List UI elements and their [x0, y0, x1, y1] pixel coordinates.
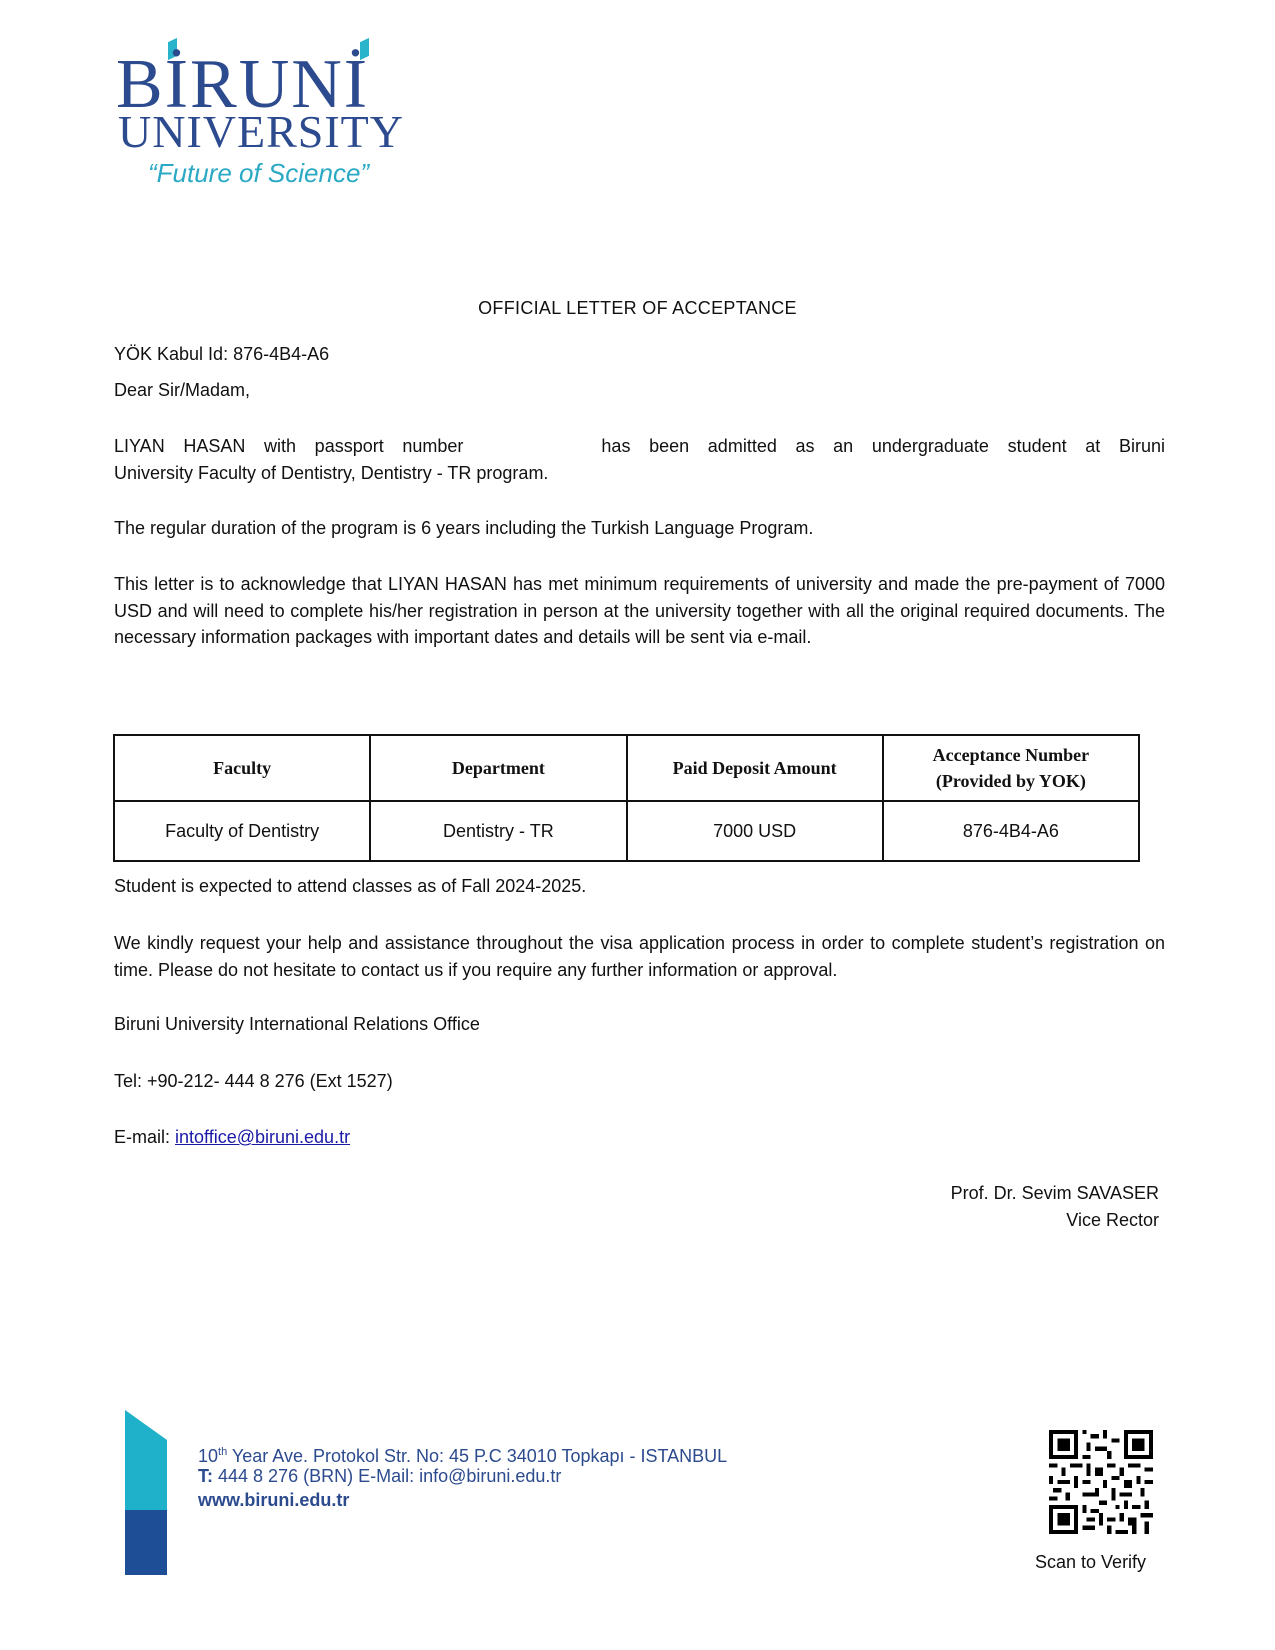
- table-row: [114, 801, 1139, 861]
- office-name: Biruni University International Relations Office: [114, 1014, 480, 1034]
- university-logo: [116, 36, 416, 196]
- logo-name: BİRUNİ: [116, 46, 370, 123]
- office-email-link[interactable]: intoffice@biruni.edu.tr: [175, 1127, 351, 1147]
- footer-phone-label: T:: [198, 1466, 213, 1486]
- letter-title: OFFICIAL LETTER OF ACCEPTANCE: [478, 298, 797, 318]
- admission-text-end: has been admitted as an undergraduate student at Biruni: [601, 436, 1165, 456]
- footer-website[interactable]: www.biruni.edu.tr: [198, 1490, 350, 1510]
- header-acceptance-number: Acceptance Number (Provided by YOK): [883, 735, 1139, 801]
- logo-subtitle: UNIVERSITY: [118, 106, 404, 157]
- email-label: E-mail:: [114, 1127, 171, 1147]
- acceptance-table: [113, 734, 1140, 862]
- admission-text-start: LIYAN HASAN with passport number: [114, 436, 464, 456]
- salutation: Dear Sir/Madam,: [114, 380, 251, 400]
- signatory-name: Prof. Dr. Sevim SAVASER: [950, 1183, 1159, 1203]
- admission-paragraph: [114, 433, 1165, 487]
- yok-id: YÖK Kabul Id: 876-4B4-A6: [114, 344, 330, 364]
- signatory-title: Vice Rector: [1066, 1210, 1159, 1230]
- cell-acceptance-number: 876-4B4-A6: [883, 801, 1139, 861]
- footer-brand-bar: [125, 1410, 167, 1575]
- header-faculty: Faculty: [114, 735, 370, 801]
- admission-program: University Faculty of Dentistry, Dentistry - TR program.: [114, 463, 549, 483]
- visa-request-paragraph: We kindly request your help and assistance throughout the visa application process in order to complete student’s registration on time. Please do not hesitate to contact us if you require any further information or approval.: [114, 933, 1165, 980]
- office-email-line: [114, 1124, 350, 1151]
- attendance-note: Student is expected to attend classes as of Fall 2024-2025.: [114, 876, 587, 896]
- header-department: Department: [370, 735, 626, 801]
- acknowledgement-paragraph: This letter is to acknowledge that LIYAN HASAN has met minimum requirements of university and made the pre-payment of 7000 USD and will need to complete his/her registration in person at the university together with all the original required documents. The necessary information packages with important dates and details will be sent via e-mail.: [114, 574, 1165, 647]
- office-telephone: Tel: +90-212- 444 8 276 (Ext 1527): [114, 1071, 393, 1091]
- cell-deposit: 7000 USD: [627, 801, 883, 861]
- program-duration: The regular duration of the program is 6 years including the Turkish Language Program.: [114, 518, 814, 538]
- table-header-row: [114, 735, 1139, 801]
- footer-contact: [198, 1464, 561, 1488]
- header-deposit: Paid Deposit Amount: [627, 735, 883, 801]
- scan-to-verify-label: Scan to Verify: [1035, 1552, 1147, 1572]
- logo-tagline: “Future of Science”: [148, 158, 370, 188]
- signature-block: [951, 1180, 1159, 1234]
- cell-department: Dentistry - TR: [370, 801, 626, 861]
- footer-phone: 444 8 276 (BRN) E-Mail: info@biruni.edu.tr: [213, 1466, 562, 1486]
- verification-qr-code[interactable]: [1049, 1430, 1153, 1534]
- cell-faculty: Faculty of Dentistry: [114, 801, 370, 861]
- footer-address: 10th Year Ave. Protokol Str. No: 45 P.C 34010 Topkapı - ISTANBUL: [198, 1446, 728, 1466]
